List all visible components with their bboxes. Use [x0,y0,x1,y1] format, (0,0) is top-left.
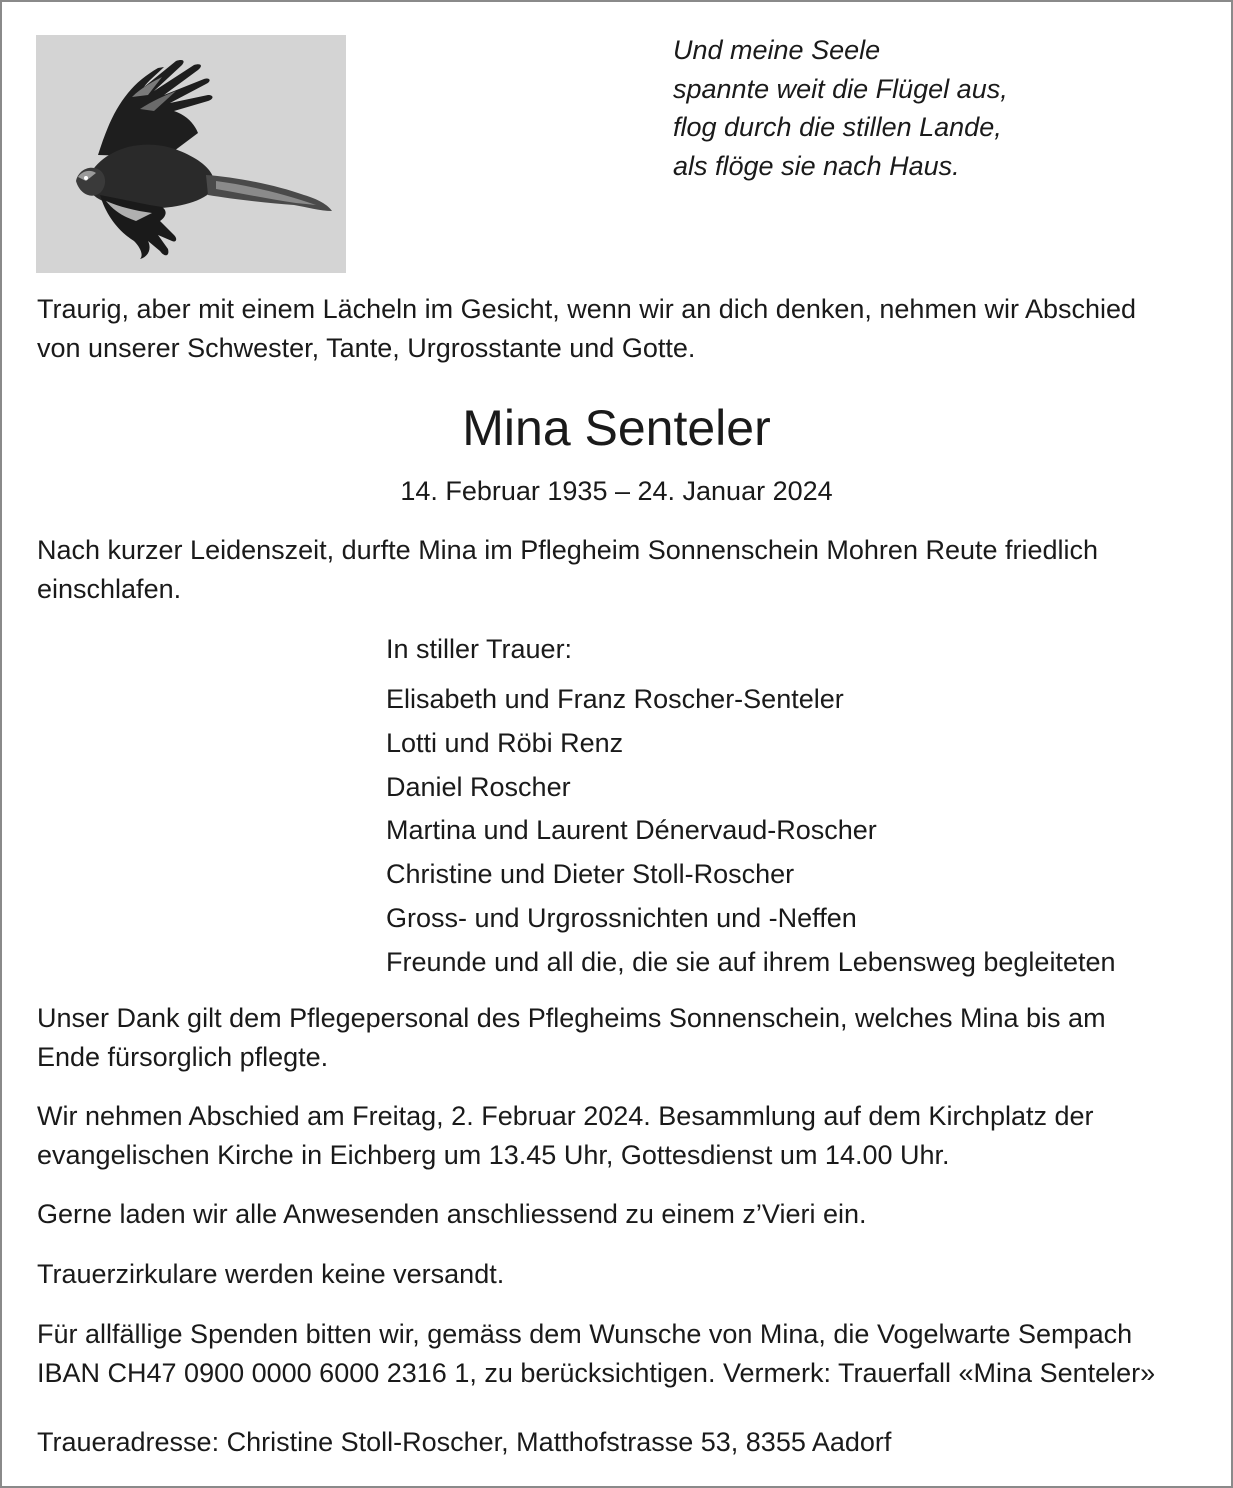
mourner-entry: Christine und Dieter Stoll-Roscher [386,859,795,890]
deceased-name: Mina Senteler [462,400,771,456]
mourner-entry: Elisabeth und Franz Roscher-Senteler [386,684,844,714]
donations-line: Für allfällige Spenden bitten wir, gemäss dem Wunsche von Mina, die Vogelwarte Sempach [37,1319,1133,1349]
poem-line: flog durch die stillen Lande, [673,112,1002,142]
mourner-entry: Daniel Roscher [386,771,571,802]
passing-paragraph [37,531,1197,608]
passing-line: einschlafen. [37,573,182,604]
farewell-paragraph [37,1097,1197,1174]
mourner-entry: Lotti und Röbi Renz [386,727,624,758]
mourners-heading: In stiller Trauer: [386,634,573,664]
donations-paragraph [37,1315,1197,1392]
mourner-entry: Gross- und Urgrossnichten und -Neffen [386,902,857,933]
mourners-list [386,630,1116,985]
mourner-entry: Martina und Laurent Dénervaud-Roscher [386,815,877,846]
mourning-address: Traueradresse: Christine Stoll-Roscher, Matthofstrasse 53, 8355 Aadorf [37,1427,892,1457]
thanks-line: Unser Dank gilt dem Pflegepersonal des Pflegheims Sonnenschein, welches Mina bis am [37,1003,1106,1033]
invitation-paragraph: Gerne laden wir alle Anwesenden anschliessend zu einem z’Vieri ein. [37,1199,867,1229]
bird-photo [36,35,346,273]
farewell-line: Wir nehmen Abschied am Freitag, 2. Februar 2024. Besammlung auf dem Kirchplatz der [37,1101,1094,1131]
intro-line: Traurig, aber mit einem Lächeln im Gesicht, wenn wir an dich denken, nehmen wir Abschied [37,294,1137,324]
donations-line: IBAN CH47 0900 0000 6000 2316 1, zu berücksichtigen. Vermerk: Trauerfall «Mina Senteler» [37,1357,1156,1388]
poem-line: als flöge sie nach Haus. [673,150,960,181]
life-dates: 14. Februar 1935 – 24. Januar 2024 [400,476,833,506]
intro-line: von unserer Schwester, Tante, Urgrosstante und Gotte. [37,332,696,363]
passing-line: Nach kurzer Leidenszeit, durfte Mina im Pflegheim Sonnenschein Mohren Reute friedlich [37,535,1099,565]
intro-paragraph [37,290,1197,367]
circulars-paragraph: Trauerzirkulare werden keine versandt. [37,1259,505,1289]
poem-line: spannte weit die Flügel aus, [673,73,1008,104]
poem-line: Und meine Seele [673,35,881,65]
mourner-entry: Freunde und all die, die sie auf ihrem Lebensweg begleiteten [386,946,1116,977]
thanks-line: Ende fürsorglich pflegte. [37,1041,329,1072]
thanks-paragraph [37,999,1197,1076]
farewell-line: evangelischen Kirche in Eichberg um 13.45 Uhr, Gottesdienst um 14.00 Uhr. [37,1139,950,1170]
poem [673,31,1008,185]
